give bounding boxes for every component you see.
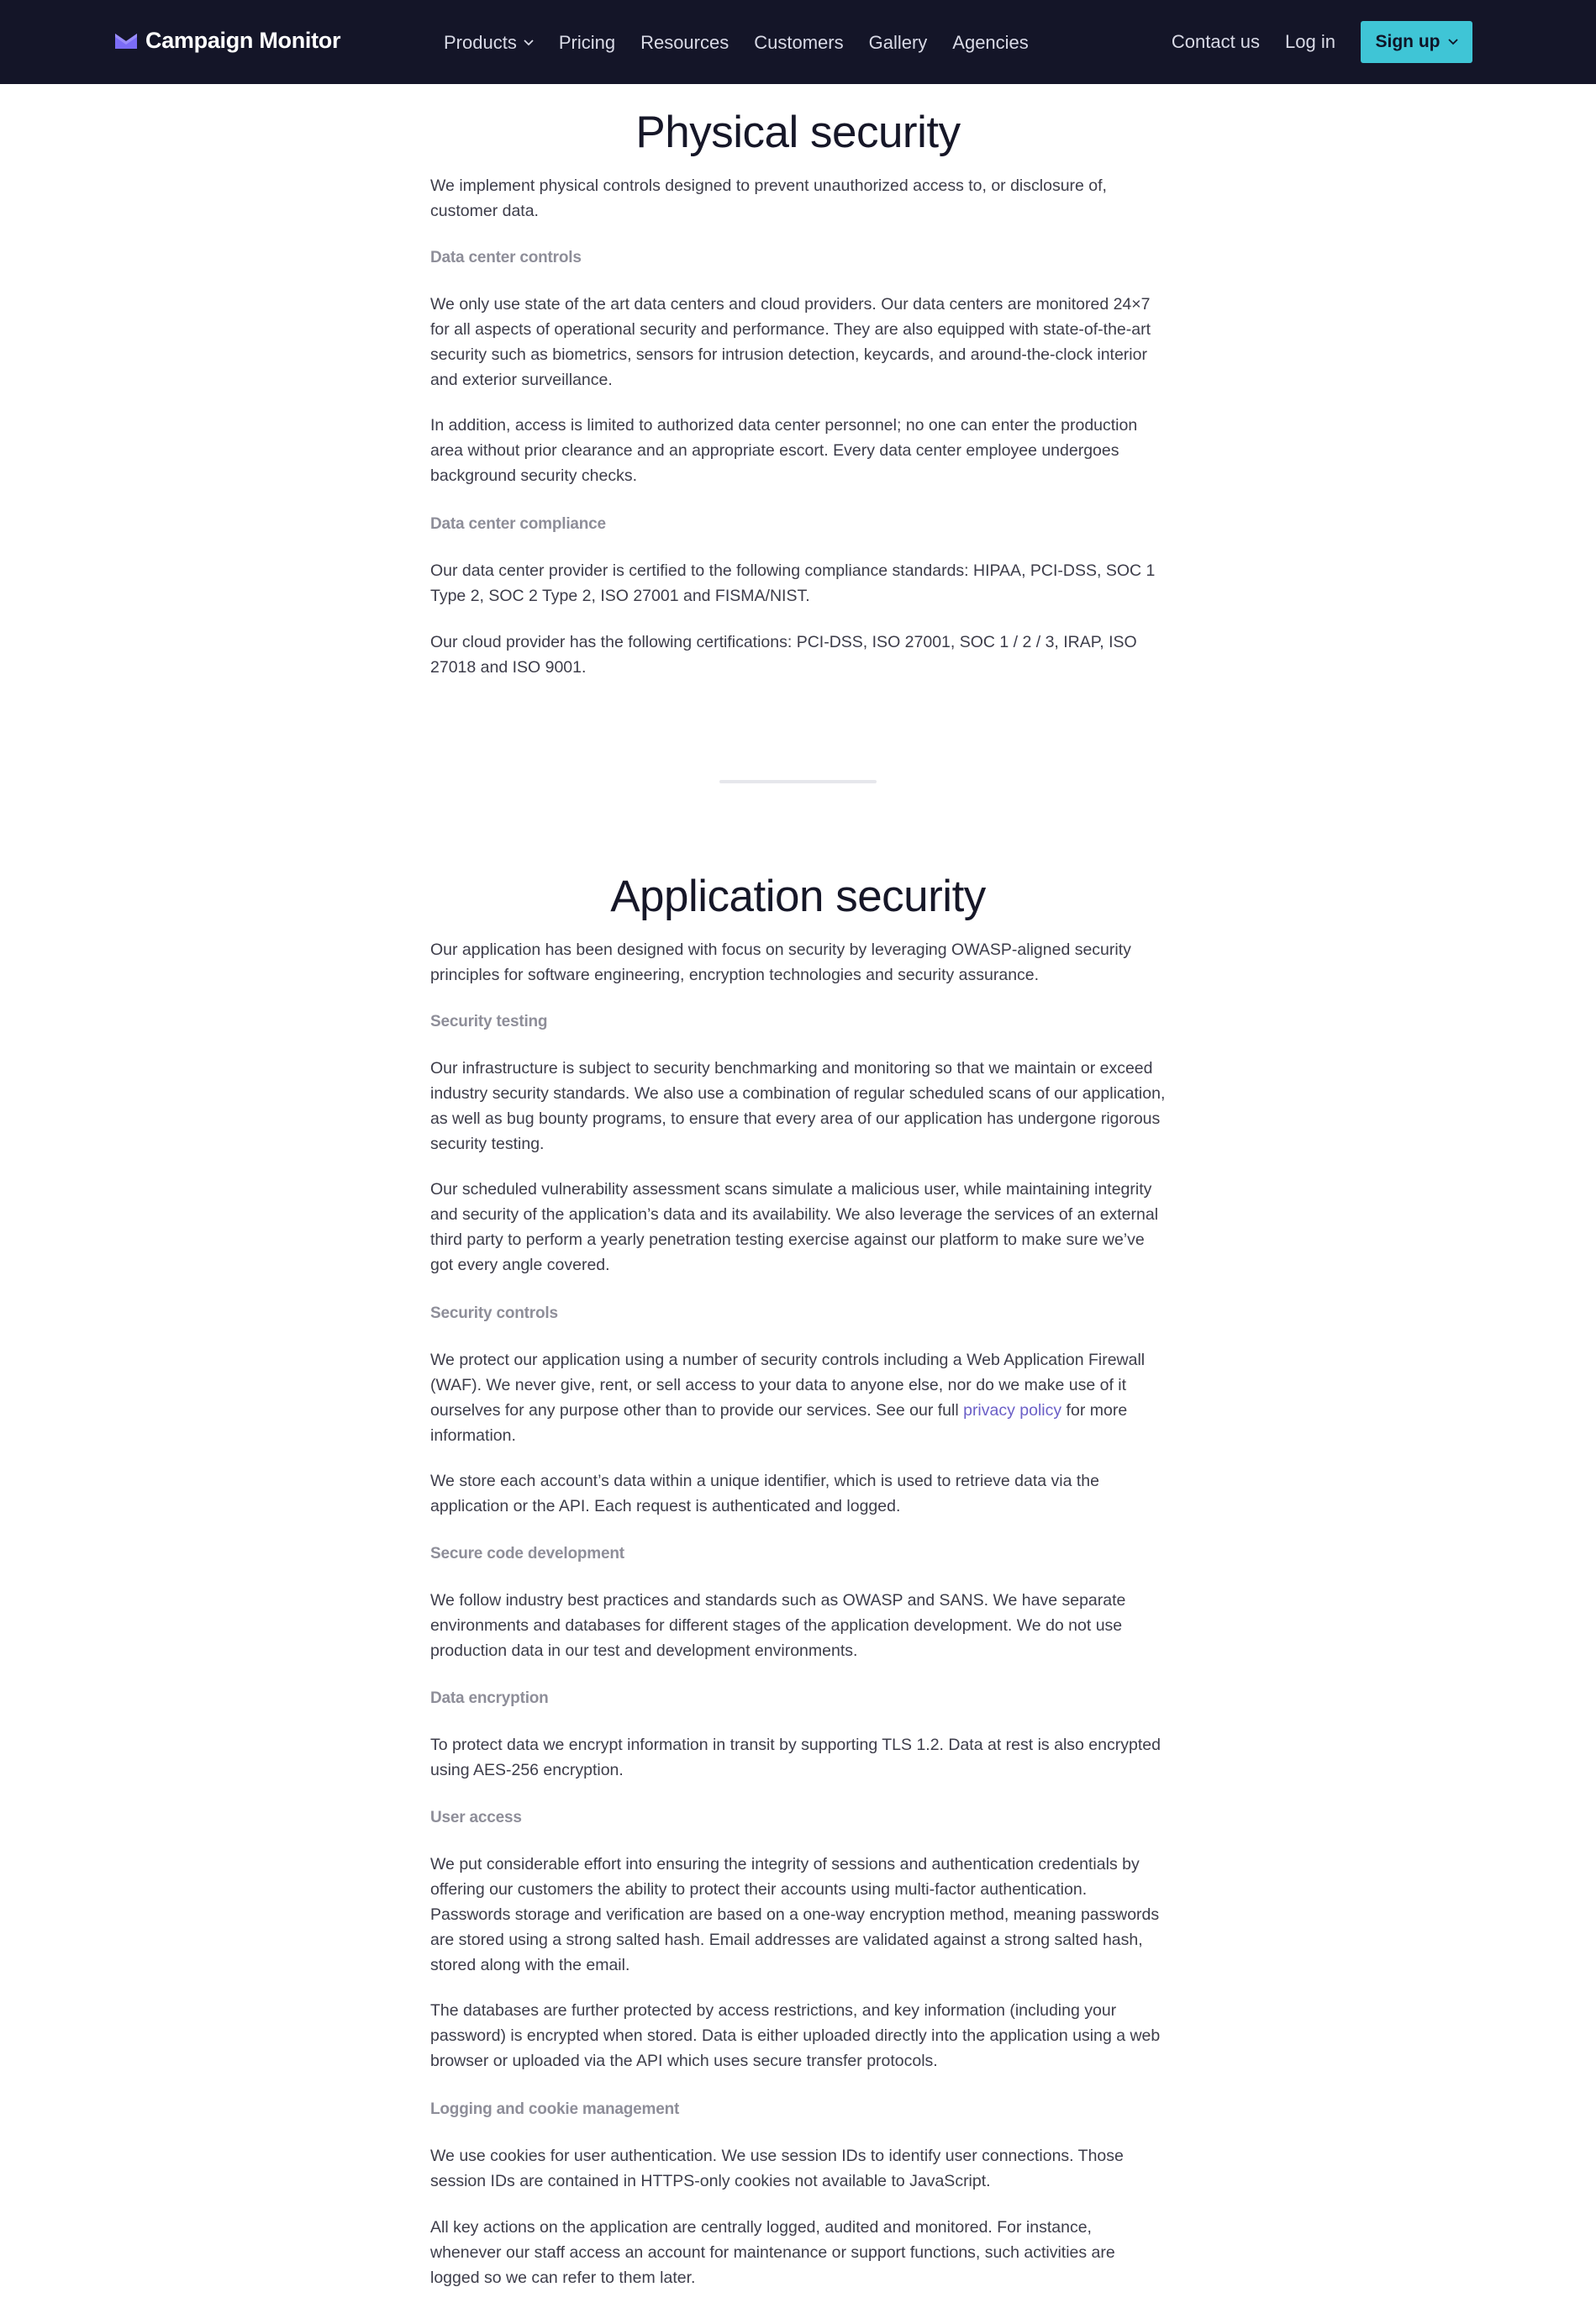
nav-resources-label: Resources <box>640 32 730 53</box>
secure-code-development-heading: Secure code development <box>430 1545 624 1563</box>
logging-paragraph-2: All key actions on the application are centrally logged, audited and monitored. For instance, whenever our staff access an account for maintenance or support functions, such activities are logged so we can refer to them later. <box>430 2218 1115 2287</box>
section-divider <box>719 780 877 783</box>
sign-up-label: Sign up <box>1375 32 1441 51</box>
campaign-monitor-logo-icon <box>115 32 137 49</box>
data-center-controls-heading: Data center controls <box>430 249 582 266</box>
nav-products[interactable] <box>444 32 534 54</box>
data-encryption-paragraph: To protect data we encrypt information in transit by supporting TLS 1.2. Data at rest is also encrypted using AES-256 encryption. <box>430 1736 1161 1779</box>
nav-pricing-label: Pricing <box>558 32 616 53</box>
secure-code-development-paragraph: We follow industry best practices and standards such as OWASP and SANS. We have separate environments and databases for different stages of the application development. We do not use production data in our test and development environments. <box>430 1591 1126 1660</box>
nav-actions <box>1172 21 1472 63</box>
privacy-policy-link[interactable]: privacy policy <box>963 1401 1062 1420</box>
security-controls-text-end: for more information. <box>430 1401 1128 1445</box>
chevron-down-icon <box>1448 39 1458 45</box>
top-navigation <box>0 0 1596 84</box>
security-controls-heading: Security controls <box>430 1304 558 1322</box>
application-security-title: Application security <box>610 872 986 921</box>
data-center-compliance-heading: Data center compliance <box>430 515 606 533</box>
logging-paragraph-1: We use cookies for user authentication. We use session IDs to identify user connections. Those session IDs are contained in HTTPS-only cookies not available to JavaScript. <box>430 2147 1124 2190</box>
nav-pricing[interactable] <box>559 32 615 54</box>
logo-text: Campaign Monitor <box>145 27 341 53</box>
nav-products-label: Products <box>444 32 517 53</box>
security-controls-text-start: We protect our application using a number of security controls including a Web Application Firewall (WAF). We never give, rent, or sell access to your data to anyone else, nor do we make use of it ourselves for any purpose other than to provide our services. See our full <box>430 1351 1146 1420</box>
data-encryption-heading: Data encryption <box>430 1689 549 1707</box>
user-access-paragraph-2: The databases are further protected by access restrictions, and key information (including your password) is encrypted when stored. Data is either uploaded directly into the application using a web browser or uploaded via the API which uses secure transfer protocols. <box>430 2001 1161 2070</box>
primary-nav <box>444 29 1054 56</box>
application-intro: Our application has been designed with focus on security by leveraging OWASP-aligned security principles for software engineering, encryption technologies and security assurance. <box>430 941 1131 984</box>
physical-intro: We implement physical controls designed to prevent unauthorized access to, or disclosure of, customer data. <box>430 177 1107 220</box>
nav-agencies[interactable] <box>952 32 1029 54</box>
user-access-paragraph-1: We put considerable effort into ensuring the integrity of sessions and authentication credentials by offering our customers the ability to protect their accounts using multi-factor authentication. Passwords storage and verification are based on a one-way encryption method, meaning passwords are stored using a strong salted hash. Email addresses are validated against a strong salted hash, stored along with the email. <box>430 1855 1160 1974</box>
data-center-controls-paragraph-1: We only use state of the art data centers and cloud providers. Our data centers are monitored 24×7 for all aspects of operational security and performance. They are also equipped with state-of-the-art security such as biometrics, sensors for intrusion detection, keycards, and around-the-clock interior and exterior surveillance. <box>430 295 1151 389</box>
campaign-monitor-logo[interactable] <box>115 25 340 55</box>
log-in-link[interactable]: Log in <box>1285 31 1335 52</box>
nav-gallery[interactable] <box>869 32 928 54</box>
sign-up-button[interactable] <box>1361 21 1472 63</box>
nav-gallery-label: Gallery <box>868 32 928 53</box>
nav-agencies-label: Agencies <box>952 32 1029 53</box>
nav-customers-label: Customers <box>754 32 844 53</box>
physical-security-title: Physical security <box>635 108 961 157</box>
data-center-compliance-paragraph-2: Our cloud provider has the following certifications: PCI-DSS, ISO 27001, SOC 1 / 2 / 3, IRAP, ISO 27018 and ISO 9001. <box>430 633 1137 677</box>
nav-resources[interactable] <box>640 32 729 54</box>
security-controls-paragraph-2: We store each account’s data within a unique identifier, which is used to retrieve data via the application or the API. Each request is authenticated and logged. <box>430 1472 1099 1515</box>
chevron-down-icon <box>524 40 534 46</box>
data-center-compliance-paragraph-1: Our data center provider is certified to the following compliance standards: HIPAA, PCI-DSS, SOC 1 Type 2, SOC 2 Type 2, ISO 27001 and FISMA/NIST. <box>430 561 1156 605</box>
security-testing-heading: Security testing <box>430 1013 548 1030</box>
security-testing-paragraph-1: Our infrastructure is subject to security benchmarking and monitoring so that we maintain or exceed industry security standards. We also use a combination of regular scheduled scans of our application, as well as bug bounty programs, to ensure that every area of our application has undergone rigorous security testing. <box>430 1059 1166 1153</box>
security-testing-paragraph-2: Our scheduled vulnerability assessment scans simulate a malicious user, while maintaining integrity and security of the application’s data and its availability. We also leverage the services of an external third party to perform a yearly penetration testing exercise against our platform to make sure we’ve got every angle covered. <box>430 1180 1159 1274</box>
data-center-controls-paragraph-2: In addition, access is limited to authorized data center personnel; no one can enter the production area without prior clearance and an appropriate escort. Every data center employee undergoes background security checks. <box>430 416 1138 485</box>
logging-cookie-management-heading: Logging and cookie management <box>430 2100 680 2118</box>
contact-us-link[interactable]: Contact us <box>1171 31 1261 52</box>
nav-customers[interactable] <box>754 32 843 54</box>
security-controls-paragraph-1 <box>430 1347 1166 1448</box>
user-access-heading: User access <box>430 1809 522 1826</box>
